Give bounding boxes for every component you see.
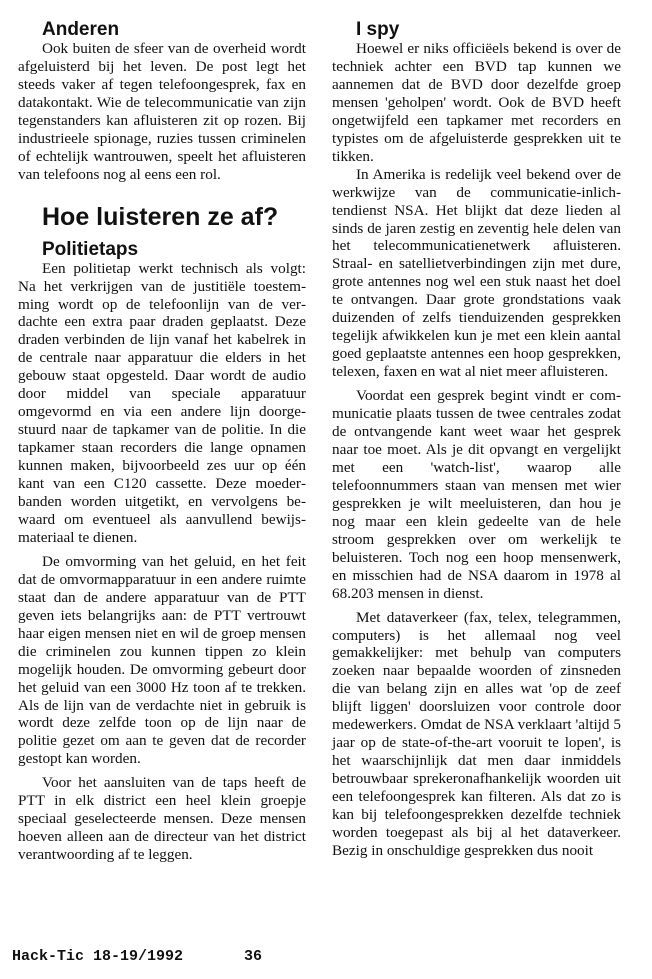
paragraph: Met dataverkeer (fax, telex, telegrammen, computers) is het allemaal nog veel gemakkelijker: met behulp van computers zoeken naar bepaalde woorden of zinsneden die van belang zijn en alles wat 'op de zeef blijft liggen' doorsluizen voor controle door medewerkers. Omdat de NSA verklaart 'altijd 5 jaar op de state-of-the-art vooruit te lopen', is het waarschijnlijk dat men daar inmiddels betrouwbaar sprekeronafhankelijk woorden uit een telefoongesprek kan filteren. Als dat zo is kan bij telefoongesprekken dezelfde techniek worden toegepast als bij al het dataverkeer. Bezig in onschuldige gesprekken dus nooit bbox=[332, 608, 621, 859]
right-column bbox=[332, 0, 621, 860]
section-heading-politietaps: Politietaps bbox=[42, 238, 139, 260]
paragraph: Ook buiten de sfeer van de overheid wordt afgeluisterd bij het leven. De post legt het steeds vaker af tegen telefoongesprek, fax en datakontakt. Wie de telecommunicatie van zijn tegenstanders kan afluisteren zit op rozen. Bij industrieele spionage, ruzies tussen criminelen of echtelijk wantrouwen, speelt het afluisteren van telefoons nog al eens een rol. bbox=[18, 40, 306, 183]
paragraph: Een politietap werkt technisch als volgt: Na het verkrijgen van de justitiële toestemming wordt op de telefoonlijn van de verdachte een extra paar draden geplaatst. Deze draden verbinden de lijn vanaf het kabelrek in de centrale naar apparatuur die elders in het gebouw staat opgesteld. Daar wordt de audio door middel van speciale apparatuur omgevormd en via een andere lijn doorgestuurd naar de tapkamer van de politie. In die tapkamer staan recorders die lange opnamen kunnen maken, bijvoorbeeld zes uur op één kant van een C120 cassette. Deze moederbanden worden uitgetikt, en vervolgens bewaard om eventueel als aanvullend bewijsmateriaal te dienen. bbox=[18, 259, 306, 546]
publication-label: Hack-Tic 18-19/1992 bbox=[12, 948, 184, 965]
paragraph: Voor het aansluiten van de taps heeft de PTT in elk district een heel klein groepje speciaal geselecteerde mensen. Deze mensen hoeven alleen aan de directeur van het district verantwoording af te leggen. bbox=[18, 774, 306, 864]
paragraph: Hoewel er niks officiëels bekend is over de techniek achter een BVD tap kunnen we aannemen dat de BVD door dezelfde groep mensen 'geholpen' wordt. Ook de BVD heeft ongetwijfeld een tapkamer met recorders en typistes om de afgeluisterde gesprekken uit te tikken. bbox=[332, 40, 621, 165]
section-heading-anderen: Anderen bbox=[42, 19, 120, 40]
paragraph: De omvorming van het geluid, en het feit dat de omvormapparatuur in een andere ruimte staat dan de andere apparatuur van de PTT geven iets belangrijks aan: de PTT vertrouwt haar eigen mensen niet en wil de groep mensen die criminelen zou kunnen tippen zo klein mogelijk houden. De omvorming gebeurt door het geluid van een 3000 Hz toon af te trekken. Als de lijn van de verdachte niet in gebruik is wordt deze zelfde toon op de lijn naar de politie gezet om aan te geven dat de recorder gestopt kan worden. bbox=[18, 552, 306, 768]
section-heading-i-spy: I spy bbox=[356, 19, 400, 40]
page-number: 36 bbox=[244, 948, 263, 965]
main-heading: Hoe luisteren ze af? bbox=[42, 202, 279, 231]
paragraph: In Amerika is redelijk veel bekend over de werkwijze van de communicatie-inlichtendienst NSA. Het blijkt dat deze lieden al sinds de jaren zestig en zeventig hele delen van het telecommunicatienetwerk afluisteren. Straal- en satellietverbindingen zijn met dure, grote antennes nog wel een stuk naast het doel te ontvangen. Daar grote grondstations vaak duizenden of zelfs tienduizenden gesprekken tegelijk afwikkelen kun je met een klein aantal goed geplaatste antennes een hoop gesprekken, telexen, faxen en wat al niet meer afluisteren. bbox=[332, 165, 621, 381]
paragraph: Voordat een gesprek begint vindt er communicatie plaats tussen de twee centrales zodat de ontvangende kant weet waar het gesprek naar toe moet. Als je dit opvangt en vergelijkt met een 'watch-list', waarop alle telefoonnummers staan van mensen met wier gesprekken je wilt meeluisteren, dan hou je nog maar een klein gedeelte van de hele stroom gesprekken over om werkelijk te beluisteren. Toch nog een hoop mensenwerk, en misschien had de NSA daarom in 1978 al 68.203 mensen in dienst. bbox=[332, 387, 621, 602]
page-footer bbox=[12, 948, 263, 965]
left-column bbox=[18, 0, 306, 864]
